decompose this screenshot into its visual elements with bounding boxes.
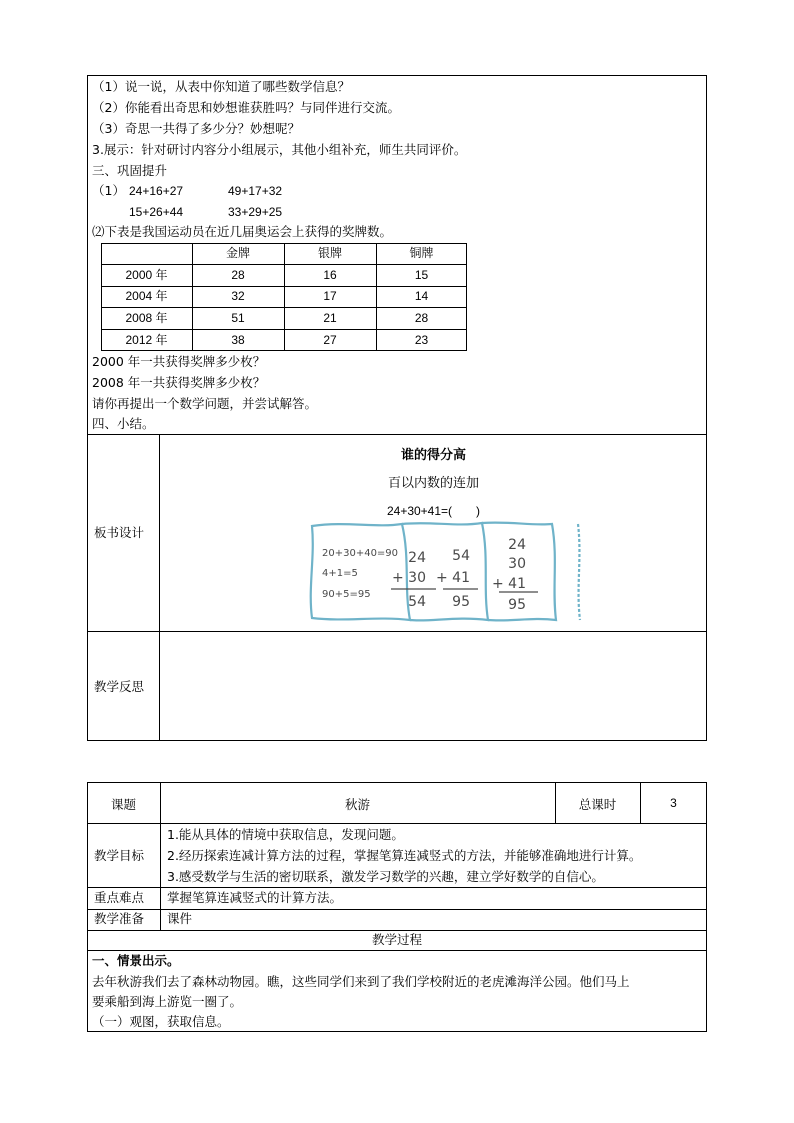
question-pose: 请你再提出一个数学问题，并尝试解答。	[92, 396, 318, 411]
board-panel3-line: 95	[508, 597, 526, 613]
question-2000: 2000 年一共获得奖牌多少枚？	[92, 354, 266, 369]
exercise1-item: 15+26+44	[129, 205, 184, 219]
medal-cell: 16	[323, 268, 337, 282]
lesson-row-line	[87, 950, 707, 951]
medal-year: 2004 年	[125, 289, 168, 303]
board-panel1-line: 90+5=95	[322, 589, 371, 600]
intro-line: 要乘船到海上游览一圈了。	[92, 994, 243, 1009]
upper-divider-1	[87, 434, 707, 435]
board-panel3-line: 24	[508, 537, 526, 553]
board-equation: 24+30+41=( )	[386, 504, 481, 518]
exercise2-intro: ⑵下表是我国运动员在近几届奥运会上获得的奖牌数。	[92, 224, 393, 239]
process-heading: 教学过程	[371, 932, 422, 947]
board-panel3-line: + 41	[492, 576, 526, 592]
medal-cell: 32	[231, 289, 245, 303]
lesson-row-line	[87, 823, 707, 824]
medal-cell: 28	[414, 311, 429, 325]
medal-cell: 28	[231, 268, 245, 282]
medal-cell: 23	[414, 333, 429, 347]
exercise1-item: 49+17+32	[228, 184, 283, 198]
intro-line: 去年秋游我们去了森林动物园。瞧，这些同学们来到了我们学校附近的老虎滩海洋公园。他们马上	[92, 974, 630, 989]
medal-cell: 17	[323, 289, 337, 303]
board-panel1-line: 4+1=5	[322, 568, 358, 579]
showcase-line: 3.展示：针对研讨内容分小组展示，其他小组补充，师生共同评价。	[92, 142, 467, 157]
question-2008: 2008 年一共获得奖牌多少枚？	[92, 375, 266, 390]
medal-cell: 21	[323, 311, 337, 325]
upper-divider-2	[87, 631, 707, 632]
medal-cell: 14	[414, 289, 429, 303]
step1-line: （一）观图，获取信息。	[92, 1014, 230, 1029]
key-points-label: 重点难点	[94, 890, 145, 905]
board-handwritten-image	[306, 518, 582, 628]
section1-heading: 一、情景出示。	[92, 953, 180, 968]
exercise1-item: 33+29+25	[228, 205, 283, 219]
goal-line: 3.感受数学与生活的密切联系，激发学习数学的兴趣，建立学好数学的自信心。	[167, 869, 604, 884]
medal-header-gold: 金牌	[225, 246, 250, 260]
prep-label: 教学准备	[94, 911, 145, 926]
board-design-label: 板书设计	[94, 525, 145, 540]
prep-value: 课件	[167, 911, 193, 926]
goal-line: 1.能从具体的情境中获取信息，发现问题。	[167, 827, 404, 842]
board-panel3-line: 30	[508, 556, 526, 572]
medal-header-bronze: 铜牌	[409, 246, 434, 260]
question-line-1: （1）说一说，从表中你知道了哪些数学信息？	[92, 79, 350, 94]
medal-year: 2000 年	[125, 268, 168, 282]
total-hours-value: 3	[670, 796, 677, 810]
board-title: 谁的得分高	[400, 448, 466, 463]
board-panel2b-line: 54	[452, 548, 470, 564]
total-hours-label: 总课时	[578, 797, 617, 812]
question-line-3: （3）奇思一共得了多少分？妙想呢？	[92, 121, 300, 136]
board-panel1-line: 20+30+40=90	[322, 548, 399, 559]
medal-year: 2012 年	[125, 333, 168, 347]
section-heading-consolidate: 三、巩固提升	[92, 163, 168, 178]
exercise1-item: 24+16+27	[129, 184, 184, 198]
medal-header-silver: 银牌	[317, 246, 342, 260]
exercise1-label: （1）	[92, 183, 125, 198]
topic-value: 秋游	[344, 797, 370, 812]
board-panel2a-line: 54	[408, 594, 426, 610]
board-panel2b-line: + 41	[436, 570, 470, 586]
medal-year: 2008 年	[125, 311, 168, 325]
medal-cell: 38	[231, 333, 245, 347]
medal-cell: 51	[231, 311, 245, 325]
goals-label: 教学目标	[94, 848, 145, 863]
goal-line: 2.经历探索连减计算方法的过程，掌握笔算连减竖式的方法，并能够准确地进行计算。	[167, 848, 642, 863]
board-panel2a-line: 24	[408, 550, 426, 566]
board-subtitle: 百以内数的连加	[387, 476, 479, 491]
medal-cell: 15	[414, 268, 429, 282]
section-heading-summary: 四、小结。	[92, 416, 155, 431]
board-panel2b-line: 95	[452, 594, 470, 610]
question-line-2: （2）你能看出奇思和妙想谁获胜吗？与同伴进行交流。	[92, 100, 400, 115]
medal-cell: 27	[323, 333, 337, 347]
reflection-label: 教学反思	[94, 679, 145, 694]
key-points-value: 掌握笔算连减竖式的计算方法。	[167, 890, 343, 905]
topic-label: 课题	[110, 797, 136, 812]
board-panel2a-line: + 30	[392, 570, 426, 586]
